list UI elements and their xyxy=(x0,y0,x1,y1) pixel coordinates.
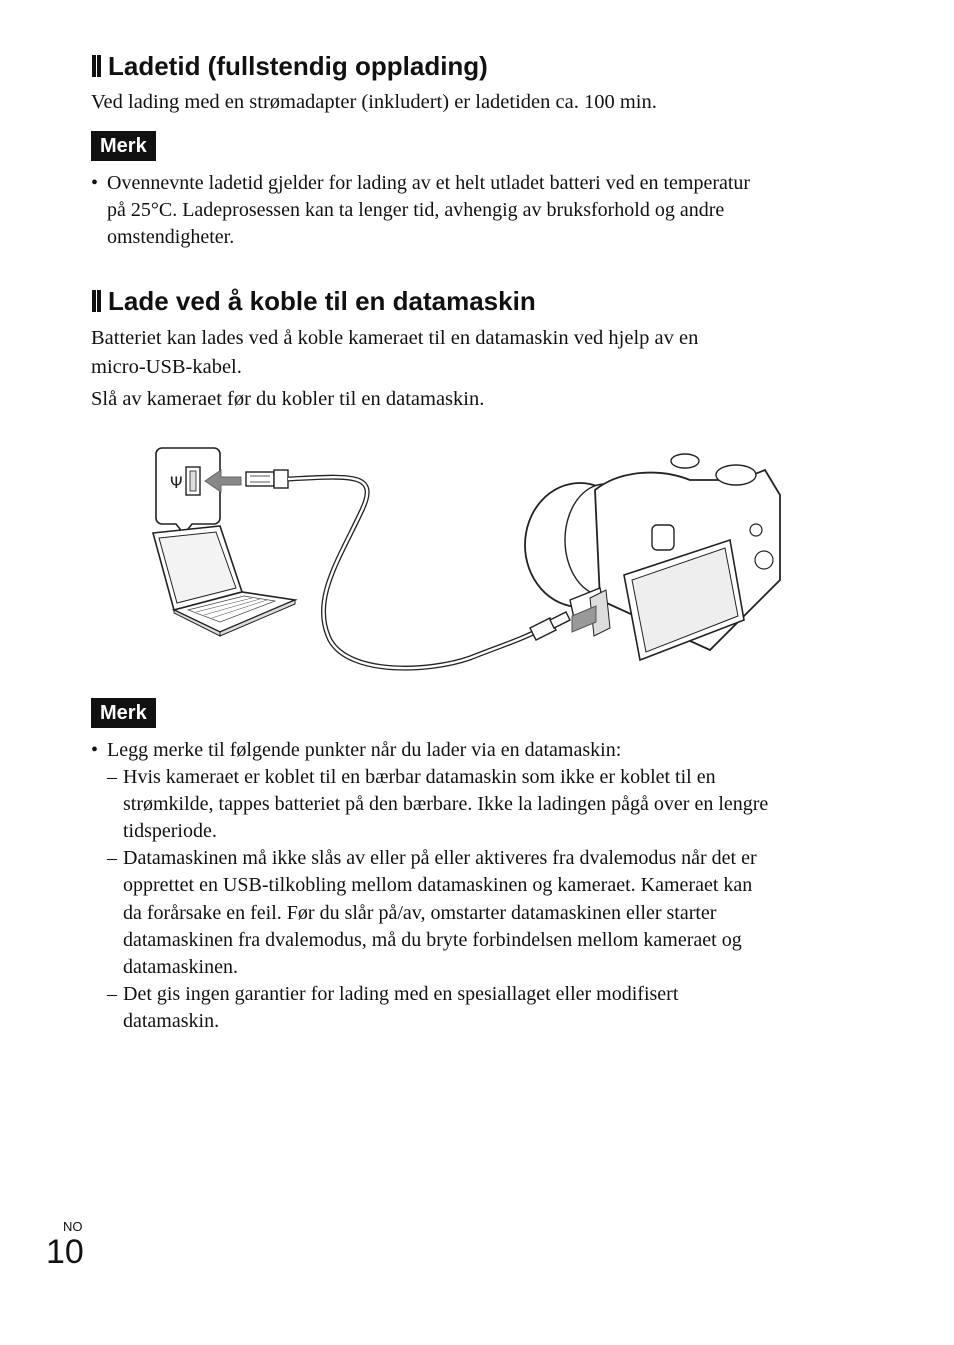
note-line: omstendigheter. xyxy=(107,226,235,248)
bullet-marker: • xyxy=(91,739,99,761)
note-badge: Merk xyxy=(91,131,156,161)
section-heading-computer-charging xyxy=(92,286,536,316)
body-paragraph: Slå av kameraet før du kobler til en datamaskin. xyxy=(91,388,485,410)
note-line: Hvis kameraet er koblet til en bærbar datamaskin som ikke er koblet til en xyxy=(123,766,716,788)
note-line: da forårsake en feil. Før du slår på/av, omstarter datamaskinen eller starter xyxy=(123,902,717,924)
note-line: strømkilde, tappes batteriet på den bærbare. Ikke la ladingen pågå over en lengre xyxy=(123,793,769,815)
dash-marker: – xyxy=(107,766,117,788)
micro-usb-plug xyxy=(530,612,570,640)
note-line: på 25°C. Ladeprosessen kan ta lenger tid, avhengig av bruksforhold og andre xyxy=(107,199,725,221)
section-title: Lade ved å koble til en datamaskin xyxy=(108,286,536,316)
dash-marker: – xyxy=(107,847,117,869)
camera-icon xyxy=(525,454,780,660)
section-heading-charging-time xyxy=(92,51,488,81)
note-line: datamaskin. xyxy=(123,1010,220,1032)
note-line: Legg merke til følgende punkter når du lader via en datamaskin: xyxy=(107,739,622,761)
note-line: Datamaskinen må ikke slås av eller på eller aktiveres fra dvalemodus når det er xyxy=(123,847,757,869)
note-line: tidsperiode. xyxy=(123,820,217,842)
dash-marker: – xyxy=(107,983,117,1005)
heading-marker-icon xyxy=(92,290,101,312)
page-language-code: NO xyxy=(63,1219,83,1234)
note-badge: Merk xyxy=(91,698,156,728)
usb-cable xyxy=(288,477,535,668)
note-line: Ovennevnte ladetid gjelder for lading av et helt utladet batteri ved en temperatur xyxy=(107,172,751,194)
section-title: Ladetid (fullstendig opplading) xyxy=(108,51,488,81)
usb-connection-illustration xyxy=(140,440,790,690)
usb-symbol-icon: Ψ xyxy=(170,473,183,492)
laptop-icon xyxy=(153,526,295,636)
heading-marker-icon xyxy=(92,55,101,77)
note-line: Det gis ingen garantier for lading med en spesiallaget eller modifisert xyxy=(123,983,679,1005)
page-number: 10 xyxy=(46,1233,84,1271)
body-paragraph: Ved lading med en strømadapter (inkludert) er ladetiden ca. 100 min. xyxy=(91,91,657,113)
note-line: datamaskinen fra dvalemodus, må du bryte forbindelsen mellom kameraet og xyxy=(123,929,742,951)
note-line: datamaskinen. xyxy=(123,956,238,978)
usb-port-callout xyxy=(156,448,220,534)
note-line: opprettet en USB-tilkobling mellom datamaskinen og kameraet. Kameraet kan xyxy=(123,874,753,896)
body-paragraph: Batteriet kan lades ved å koble kameraet til en datamaskin ved hjelp av en xyxy=(91,327,699,349)
bullet-marker: • xyxy=(91,172,99,194)
body-paragraph: micro-USB-kabel. xyxy=(91,356,242,378)
usb-a-plug xyxy=(246,470,288,488)
